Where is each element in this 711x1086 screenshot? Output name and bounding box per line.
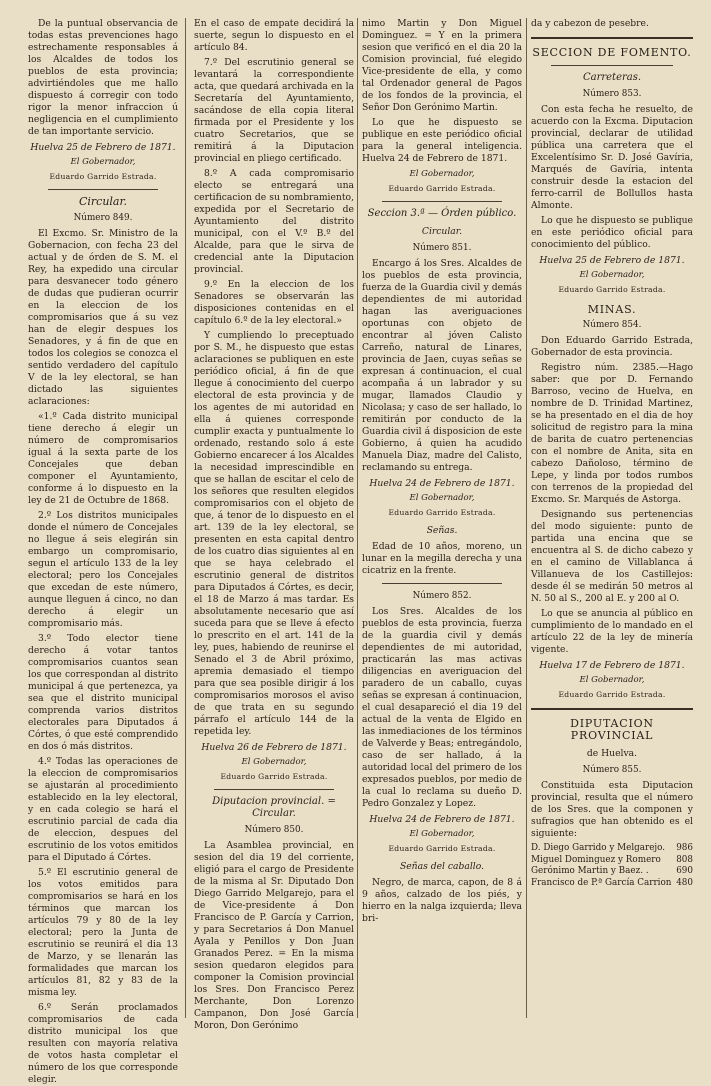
paragraph: El Excmo. Sr. Ministro de la Gobernacion, con fecha 23 del actual y de órden de S. M. el Rey, ha expedido una circular para desvanecer todo género de dudas que pudieran ocurrir en la eleccion de los compromisarios que á su vez han de elegir despues los Senadores, y á fin de que en todos los colegios se conozca el sentido verdadero del capítulo V de la ley electoral, se han dictado las siguientes aclaraciones: <box>28 228 178 407</box>
signature-title: El Gobernador, <box>70 157 136 167</box>
table-row <box>531 866 693 878</box>
signature-title: El Gobernador, <box>409 493 475 503</box>
section-heading: MINAS. <box>587 303 637 316</box>
deputy-name: Miguel Dominguez y Romero <box>531 854 661 865</box>
table-row <box>531 878 693 890</box>
paragraph: Lo que he dispuesto se publique en este periódico oficial para conocimiento del público. <box>531 215 693 250</box>
separator <box>382 583 502 584</box>
paragraph: Negro, de marca, capon, de 8 á 9 años, calzado de los piés, y hierro en la nalga izquierda; lleva bri- <box>362 877 522 924</box>
section-heading: DIPUTACION PROVINCIAL <box>570 717 654 742</box>
notice-number: Número 852. <box>412 591 472 601</box>
paragraph: Encargo á los Sres. Alcaldes de los pueblos de esta provincia, fuerza de la Guardia civil y demás dependientes de mi autoridad hagan las averiguaciones oportunas con objeto de encontrar al jóven Calisto Carreño, natural de Linares, provincia de Jaen, cuyas señas se expresan á continuacion, el cual acompaña á un labrador y su mugar, llamados Claudio y Nicolasa; y caso de ser hallado, lo remitirán por conducto de la Guardia civil á disposicion de este Gobierno, á quien ha acudido Manuela Diaz, madre del Calisto, reclamando su entrega. <box>362 258 522 473</box>
deputy-name: Francisco de P.ª García Carrion <box>531 877 672 888</box>
paragraph: nimo Martin y Don Miguel Dominguez. = Y en la primera sesion que verificó en el dia 20 la Comision provincial, fué elegido Vice-presidente de ella, y como tal Ordenador general de Pagos de los fondos de la provincia, el Señor Don Gerónimo Martin. <box>362 18 522 113</box>
paragraph: 7.º Del escrutinio general se levantará la correspondiente acta, que quedará archivada en la Secretaría del Ayuntamiento, sacándose de ella copia literal firmada por el Presidente y los cuatro Secretarios, que se remitirá á la Diputacion provincial en pliego certificado. <box>194 57 354 164</box>
paragraph: 5.º El escrutinio general de los votos emitidos para compromisarios se hará en los términos que marcan los artículos 79 y 80 de la ley electoral; pero la Junta de escrutinio se reunirá el dia 13 de Marzo, y se llenarán las formalidades que marcan los artículos 81, 82 y 83 de la misma ley. <box>28 867 178 998</box>
paragraph: Los Sres. Alcaldes de los pueblos de esta provincia, fuerza de la guardia civil y demás dependientes de mi autoridad, practicarán las mas activas diligencias en averiguacion del paradero de un caballo, cuyas señas se expresan á continuacion, el cual desapareció el dia 19 del actual de la venta de Elgido en las inmediaciones de los términos de Valverde y Beas; entregándolo, caso de ser hallado, á la autoridad local del primero de los expresados pueblos, por medio de la cual lo reclama su dueño D. Pedro Gonzalez y Lopez. <box>362 606 522 809</box>
section-heading: SECCION DE FOMENTO. <box>532 46 692 59</box>
section-heading: Circular. <box>78 195 128 208</box>
paragraph: Don Eduardo Garrido Estrada, Gobernador de esta provincia. <box>531 335 693 358</box>
notice-number: Número 854. <box>582 320 642 330</box>
paragraph: «1.º Cada distrito municipal tiene derecho á elegir un número de compromisarios igual á la sexta parte de los Concejales que deban componer el Ayuntamiento, conforme á lo dispuesto en la ley de 21 de Octubre de 1868. <box>28 411 178 506</box>
vote-count: 480 <box>676 877 693 888</box>
table-row <box>531 855 693 867</box>
notice-number: Número 853. <box>582 89 642 99</box>
paragraph: Edad de 10 años, moreno, un lunar en la megilla derecha y una cicatriz en la frente. <box>362 541 522 576</box>
notice-number: Número 855. <box>582 765 642 775</box>
dateline: Huelva 25 de Febrero de 1871. <box>30 142 176 153</box>
notice-number: Número 850. <box>244 825 304 835</box>
column-rule <box>357 18 358 1018</box>
signature-title: El Gobernador, <box>579 270 645 280</box>
paragraph: De la puntual observancia de todas estas prevenciones hago estrechamente responsables á los Alcaldes de todos los pueblos de esta provincia; advirtiéndoles que me hallo dispuesto á corregir con todo rigor la menor infraccion ú negligencia en el cumplimiento de tan importante servicio. <box>28 18 178 137</box>
sub-heading: Señas. <box>426 525 458 536</box>
votes-table <box>531 843 693 889</box>
signature-name: Eduardo Garrido Estrada. <box>220 772 328 781</box>
signature-title: El Gobernador, <box>409 169 475 179</box>
paragraph: 6.º Serán proclamados compromisarios de cada distrito municipal los que resulten con mayoría relativa de votos hasta completar el número de los que corresponde elegir. <box>28 1002 178 1085</box>
deputy-name: Gerónimo Martin y Baez. . <box>531 866 649 876</box>
paragraph: Designando sus pertenencias del modo siguiente: punto de partida una encina que se encuentra al S. de dicho cabezo y en el camino de Villablanca á Villanueva de los Castillejos: desde él se medirán 50 metros al N. 50 al S., 200 al E. y 200 al O. <box>531 509 693 604</box>
separator <box>551 65 673 66</box>
signature-name: Eduardo Garrido Estrada. <box>388 184 496 193</box>
dateline: Huelva 24 de Febrero de 1871. <box>369 478 515 489</box>
separator <box>531 708 693 710</box>
notice-number: Número 849. <box>73 213 133 223</box>
signature-name: Eduardo Garrido Estrada. <box>388 508 496 517</box>
paragraph: 9.º En la eleccion de los Senadores se observarán las disposiciones contenidas en el capítulo 6.º de la ley electoral.» <box>194 279 354 326</box>
signature-name: Eduardo Garrido Estrada. <box>49 172 157 181</box>
dateline: Huelva 25 de Febrero de 1871. <box>539 255 685 266</box>
section-heading: Diputacion provincial. = Circular. <box>212 796 336 819</box>
notice-number: Número 851. <box>412 243 472 253</box>
signature-name: Eduardo Garrido Estrada. <box>558 285 666 294</box>
paragraph: En el caso de empate decidirá la suerte, segun lo dispuesto en el artículo 84. <box>194 18 354 53</box>
paragraph: 2.º Los distritos municipales donde el número de Concejales no llegue á seis elegirán sin embargo un compromisario, segun el artículo 133 de la ley electoral; pero los Concejales que excedan de este número, aunque lleguen á cinco, no dan derecho á elegir un compromisario más. <box>28 510 178 629</box>
dateline: Huelva 17 de Febrero de 1871. <box>539 660 685 671</box>
paragraph: Y cumpliendo lo preceptuado por S. M., he dispuesto que estas aclaraciones se publiquen en este periódico oficial, á fin de que llegue á conocimiento del cuerpo electoral de esta provincia y de los agentes de mi autoridad en ella á quienes corresponde cumplir exacta y puntualmente lo ordenado, restando solo á este Gobierno encarecer á los Alcaldes la necesidad imprescindible en que se hallan de escitar el celo de los señores que resulten elegidos compromisarios con el objeto de que, á tenor de lo dispuesto en el art. 139 de la ley electoral, se presenten en esta capital dentro de los cuatro dias siguientes al en que se haya celebrado el escrutinio general de distritos para Diputados á Córtes, es decir, el 18 de Marzo á mas tardar. Es absolutamente necesario que así suceda para que se lleve á efecto lo prescrito en el art. 141 de la ley, pues, habiendo de reunirse el Senado el 3 de Abril próximo, apremia demasiado el tiempo para que sea posible dirigir á los compromisarios morosos el aviso de que trata en su segundo párrafo el artículo 144 de la repetida ley. <box>194 330 354 737</box>
section-heading: Seccion 3.ª — Órden público. <box>367 208 517 219</box>
deputy-name: D. Diego Garrido y Melgarejo. <box>531 843 666 853</box>
signature-name: Eduardo Garrido Estrada. <box>388 844 496 853</box>
column-1 <box>28 18 178 1085</box>
vote-count: 690 <box>676 866 693 876</box>
paragraph: Con esta fecha he resuelto, de acuerdo con la Excma. Diputacion provincial, declarar de utilidad pública una carretera que el Excelentísimo Sr. D. José Gavíria, Marqués de Gavíria, intenta construir desde la estacion del ferro-carril de Bollullos hasta Almonte. <box>531 104 693 211</box>
separator <box>48 189 158 190</box>
dateline: Huelva 24 de Febrero de 1871. <box>369 814 515 825</box>
paragraph: 3.º Todo elector tiene derecho á votar tantos compromisarios cuantos sean los que correspondan al distrito municipal á que pertenezca, ya sea que el distrito municipal comprenda varios distritos electorales para Diputados á Córtes, ó que esté comprendido en dos ó más distritos. <box>28 633 178 752</box>
column-rule <box>185 18 186 1018</box>
separator <box>531 37 693 39</box>
paragraph: 8.º A cada compromisario electo se entregará una certificacion de su nombramiento, expedida por el Secretario de Ayuntamiento del distrito municipal, con el V.º B.º del Alcalde, para que le sirva de credencial ante la Diputacion provincial. <box>194 168 354 275</box>
paragraph: La Asamblea provincial, en sesion del dia 19 del corriente, eligió para el cargo de Presidente de la misma al Sr. Diputado Don Diego Garrido Melgarejo, para el de Vice-presidente á Don Francisco de P. García y Carrion, y para Secretarios á Don Manuel Ayala y Penillos y Don Juan Granados Perez. = En la misma sesion quedaron elegidos para componer la Comision provincial los Sres. Don Francisco Perez Merchante, Don Lorenzo Campanon, Don José García Moron, Don Gerónimo <box>194 840 354 1031</box>
paragraph: Constituida esta Diputacion provincial, resulta que el número de los Sres. que la componen y sufragios que han obtenido es el siguiente: <box>531 780 693 839</box>
separator <box>382 201 502 202</box>
sub-heading: Señas del caballo. <box>399 861 485 872</box>
paragraph: 4.º Todas las operaciones de la eleccion de compromisarios se ajustarán al procedimiento establecido en la ley electoral, y en cada colegio se hará el escrutinio parcial de cada dia de eleccion, despues del escrutinio de los votos emitidos para el Diputado á Córtes. <box>28 756 178 863</box>
sub-heading: Carreteras. <box>582 72 642 83</box>
signature-title: El Gobernador, <box>409 829 475 839</box>
column-3 <box>362 18 522 1020</box>
paragraph: Lo que se anuncia al público en cumplimiento de lo mandado en el artículo 22 de la ley de minería vigente. <box>531 608 693 655</box>
signature-name: Eduardo Garrido Estrada. <box>558 690 666 699</box>
column-rule <box>526 18 527 1018</box>
column-2 <box>194 18 354 1031</box>
separator <box>214 789 334 790</box>
vote-count: 986 <box>676 843 693 853</box>
section-subheading: de Huelva. <box>586 748 638 759</box>
paragraph: da y cabezon de pesebre. <box>531 18 649 29</box>
column-4 <box>531 18 693 1020</box>
sub-heading: Circular. <box>421 226 463 237</box>
signature-title: El Gobernador, <box>579 675 645 685</box>
paragraph: Registro núm. 2385.—Hago saber: que por D. Fernando Barroso, vecino de Huelva, en nombre de D. Trinidad Martinez, se ha presentado en el dia de hoy solicitud de registro para la mina de barita de cuatro pertenencias con el nombre de Anita, sita en cabezo Dañoloso, término de Lepe, y linda por todos rumbos con terrenos de la propiedad del Excmo. Sr. Marqués de Astorga. <box>531 362 693 505</box>
vote-count: 808 <box>676 854 693 865</box>
paragraph: Lo que he dispuesto se publique en este periódico oficial para la general inteligencia. Huelva 24 de Febrero de 1871. <box>362 117 522 164</box>
signature-title: El Gobernador, <box>241 757 307 767</box>
dateline: Huelva 26 de Febrero de 1871. <box>201 742 347 753</box>
table-row <box>531 843 693 855</box>
